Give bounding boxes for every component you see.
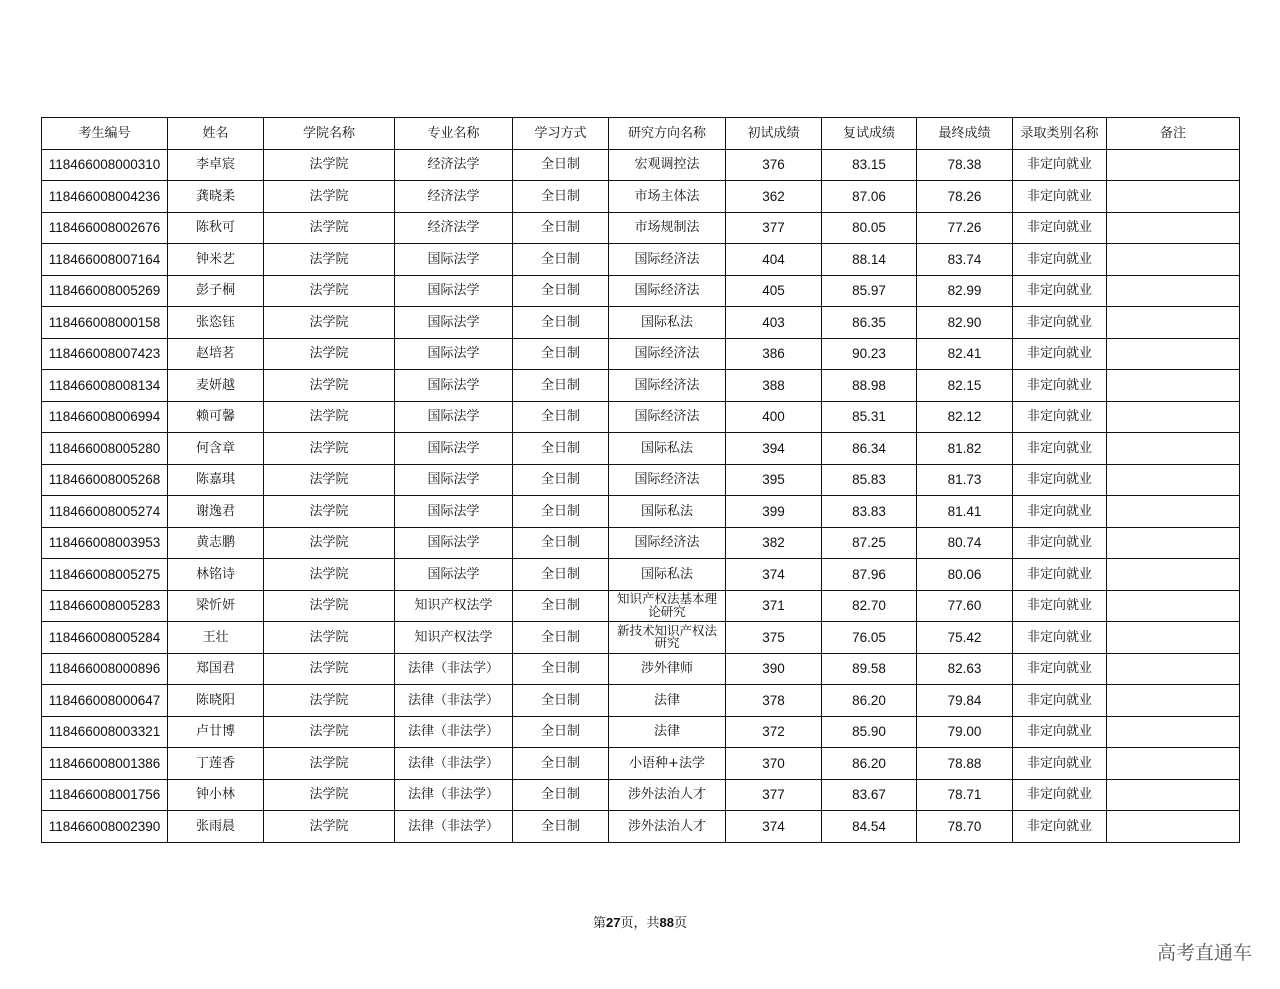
cell-admission-type: 非定向就业 xyxy=(1013,811,1107,843)
cell-initial-score: 403 xyxy=(726,307,822,339)
cell-name: 丁莲香 xyxy=(168,748,264,780)
cell-college: 法学院 xyxy=(264,212,395,244)
cell-major: 国际法学 xyxy=(395,338,513,370)
cell-retest-score: 82.70 xyxy=(822,590,917,622)
cell-college: 法学院 xyxy=(264,811,395,843)
cell-study-mode: 全日制 xyxy=(513,496,609,528)
cell-retest-score: 86.20 xyxy=(822,748,917,780)
cell-exam-id: 118466008001386 xyxy=(42,748,168,780)
cell-admission-type: 非定向就业 xyxy=(1013,527,1107,559)
cell-study-mode: 全日制 xyxy=(513,370,609,402)
cell-name: 赵培茗 xyxy=(168,338,264,370)
header-study-mode: 学习方式 xyxy=(513,118,609,150)
cell-admission-type: 非定向就业 xyxy=(1013,496,1107,528)
cell-admission-type: 非定向就业 xyxy=(1013,181,1107,213)
cell-research-direction: 涉外律师 xyxy=(609,653,726,685)
cell-name: 赖可馨 xyxy=(168,401,264,433)
cell-remarks xyxy=(1107,685,1240,717)
table-row xyxy=(42,496,1240,528)
cell-initial-score: 370 xyxy=(726,748,822,780)
cell-final-score: 79.84 xyxy=(917,685,1013,717)
cell-college: 法学院 xyxy=(264,401,395,433)
cell-retest-score: 83.83 xyxy=(822,496,917,528)
cell-major: 国际法学 xyxy=(395,496,513,528)
cell-research-direction: 法律 xyxy=(609,685,726,717)
cell-study-mode: 全日制 xyxy=(513,748,609,780)
cell-name: 彭子桐 xyxy=(168,275,264,307)
cell-remarks xyxy=(1107,401,1240,433)
cell-final-score: 77.60 xyxy=(917,590,1013,622)
cell-research-direction: 国际私法 xyxy=(609,496,726,528)
cell-exam-id: 118466008003321 xyxy=(42,716,168,748)
cell-major: 国际法学 xyxy=(395,433,513,465)
cell-exam-id: 118466008000158 xyxy=(42,307,168,339)
cell-college: 法学院 xyxy=(264,244,395,276)
cell-remarks xyxy=(1107,464,1240,496)
cell-name: 张恣钰 xyxy=(168,307,264,339)
cell-remarks xyxy=(1107,244,1240,276)
cell-name: 卢廿博 xyxy=(168,716,264,748)
cell-study-mode: 全日制 xyxy=(513,716,609,748)
cell-college: 法学院 xyxy=(264,181,395,213)
cell-college: 法学院 xyxy=(264,496,395,528)
cell-study-mode: 全日制 xyxy=(513,433,609,465)
cell-admission-type: 非定向就业 xyxy=(1013,590,1107,622)
cell-major: 知识产权法学 xyxy=(395,622,513,654)
cell-admission-type: 非定向就业 xyxy=(1013,559,1107,591)
cell-remarks xyxy=(1107,370,1240,402)
cell-remarks xyxy=(1107,149,1240,181)
cell-initial-score: 371 xyxy=(726,590,822,622)
cell-research-direction: 市场主体法 xyxy=(609,181,726,213)
cell-final-score: 82.41 xyxy=(917,338,1013,370)
table-row xyxy=(42,275,1240,307)
cell-initial-score: 394 xyxy=(726,433,822,465)
cell-study-mode: 全日制 xyxy=(513,685,609,717)
cell-research-direction: 国际私法 xyxy=(609,559,726,591)
cell-research-direction: 国际经济法 xyxy=(609,338,726,370)
table-row xyxy=(42,181,1240,213)
table-row xyxy=(42,212,1240,244)
cell-remarks xyxy=(1107,559,1240,591)
cell-remarks xyxy=(1107,338,1240,370)
cell-retest-score: 84.54 xyxy=(822,811,917,843)
cell-initial-score: 404 xyxy=(726,244,822,276)
cell-college: 法学院 xyxy=(264,622,395,654)
cell-exam-id: 118466008001756 xyxy=(42,779,168,811)
cell-final-score: 82.90 xyxy=(917,307,1013,339)
cell-name: 陈嘉琪 xyxy=(168,464,264,496)
cell-name: 谢逸君 xyxy=(168,496,264,528)
cell-remarks xyxy=(1107,779,1240,811)
cell-exam-id: 118466008007164 xyxy=(42,244,168,276)
cell-exam-id: 118466008000896 xyxy=(42,653,168,685)
cell-remarks xyxy=(1107,590,1240,622)
table-row xyxy=(42,653,1240,685)
cell-major: 国际法学 xyxy=(395,307,513,339)
cell-college: 法学院 xyxy=(264,338,395,370)
cell-admission-type: 非定向就业 xyxy=(1013,748,1107,780)
cell-name: 梁忻妍 xyxy=(168,590,264,622)
cell-research-direction: 国际经济法 xyxy=(609,464,726,496)
cell-research-direction: 涉外法治人才 xyxy=(609,779,726,811)
cell-remarks xyxy=(1107,181,1240,213)
cell-initial-score: 372 xyxy=(726,716,822,748)
cell-study-mode: 全日制 xyxy=(513,338,609,370)
cell-name: 陈秋可 xyxy=(168,212,264,244)
cell-final-score: 78.71 xyxy=(917,779,1013,811)
cell-study-mode: 全日制 xyxy=(513,149,609,181)
cell-initial-score: 386 xyxy=(726,338,822,370)
table-row xyxy=(42,464,1240,496)
cell-research-direction: 知识产权法基本理论研究 xyxy=(609,590,726,622)
cell-exam-id: 118466008008134 xyxy=(42,370,168,402)
cell-study-mode: 全日制 xyxy=(513,622,609,654)
cell-initial-score: 400 xyxy=(726,401,822,433)
cell-college: 法学院 xyxy=(264,149,395,181)
cell-name: 王壮 xyxy=(168,622,264,654)
cell-major: 国际法学 xyxy=(395,275,513,307)
cell-retest-score: 80.05 xyxy=(822,212,917,244)
cell-exam-id: 118466008005274 xyxy=(42,496,168,528)
cell-research-direction: 国际经济法 xyxy=(609,527,726,559)
cell-study-mode: 全日制 xyxy=(513,275,609,307)
cell-initial-score: 375 xyxy=(726,622,822,654)
cell-final-score: 82.12 xyxy=(917,401,1013,433)
page-middle: 页，共 xyxy=(620,916,660,931)
cell-retest-score: 85.31 xyxy=(822,401,917,433)
cell-name: 麦妍越 xyxy=(168,370,264,402)
cell-exam-id: 118466008005275 xyxy=(42,559,168,591)
cell-initial-score: 395 xyxy=(726,464,822,496)
cell-retest-score: 86.35 xyxy=(822,307,917,339)
cell-name: 李卓宸 xyxy=(168,149,264,181)
cell-retest-score: 76.05 xyxy=(822,622,917,654)
cell-retest-score: 83.67 xyxy=(822,779,917,811)
table-row xyxy=(42,779,1240,811)
cell-admission-type: 非定向就业 xyxy=(1013,464,1107,496)
cell-final-score: 78.38 xyxy=(917,149,1013,181)
cell-admission-type: 非定向就业 xyxy=(1013,338,1107,370)
table-row xyxy=(42,622,1240,654)
cell-admission-type: 非定向就业 xyxy=(1013,685,1107,717)
table-row xyxy=(42,748,1240,780)
cell-college: 法学院 xyxy=(264,653,395,685)
header-name: 姓名 xyxy=(168,118,264,150)
cell-college: 法学院 xyxy=(264,464,395,496)
cell-study-mode: 全日制 xyxy=(513,779,609,811)
cell-exam-id: 118466008005283 xyxy=(42,590,168,622)
page-suffix: 页 xyxy=(673,916,687,931)
cell-study-mode: 全日制 xyxy=(513,181,609,213)
cell-retest-score: 87.06 xyxy=(822,181,917,213)
cell-final-score: 83.74 xyxy=(917,244,1013,276)
cell-exam-id: 118466008005268 xyxy=(42,464,168,496)
cell-initial-score: 390 xyxy=(726,653,822,685)
cell-research-direction: 新技术知识产权法研究 xyxy=(609,622,726,654)
total-page-number: 88 xyxy=(659,915,674,930)
cell-research-direction: 国际私法 xyxy=(609,307,726,339)
cell-exam-id: 118466008004236 xyxy=(42,181,168,213)
cell-initial-score: 374 xyxy=(726,559,822,591)
cell-retest-score: 85.90 xyxy=(822,716,917,748)
cell-final-score: 82.15 xyxy=(917,370,1013,402)
cell-initial-score: 399 xyxy=(726,496,822,528)
table-row xyxy=(42,370,1240,402)
cell-retest-score: 85.83 xyxy=(822,464,917,496)
cell-major: 经济法学 xyxy=(395,181,513,213)
cell-name: 龚晓柔 xyxy=(168,181,264,213)
watermark: 高考直通车 xyxy=(1156,942,1252,964)
page-prefix: 第 xyxy=(593,916,607,931)
cell-final-score: 80.74 xyxy=(917,527,1013,559)
cell-name: 何含章 xyxy=(168,433,264,465)
header-exam-id: 考生编号 xyxy=(42,118,168,150)
table-row xyxy=(42,559,1240,591)
cell-final-score: 82.63 xyxy=(917,653,1013,685)
cell-college: 法学院 xyxy=(264,559,395,591)
header-college: 学院名称 xyxy=(264,118,395,150)
cell-major: 国际法学 xyxy=(395,370,513,402)
table-row xyxy=(42,716,1240,748)
cell-exam-id: 118466008002676 xyxy=(42,212,168,244)
cell-major: 国际法学 xyxy=(395,401,513,433)
cell-name: 张雨晨 xyxy=(168,811,264,843)
cell-retest-score: 87.96 xyxy=(822,559,917,591)
cell-study-mode: 全日制 xyxy=(513,811,609,843)
page-footer xyxy=(0,912,1280,931)
cell-admission-type: 非定向就业 xyxy=(1013,433,1107,465)
cell-name: 陈晓阳 xyxy=(168,685,264,717)
cell-name: 黄志鹏 xyxy=(168,527,264,559)
cell-remarks xyxy=(1107,496,1240,528)
cell-major: 知识产权法学 xyxy=(395,590,513,622)
cell-retest-score: 85.97 xyxy=(822,275,917,307)
cell-remarks xyxy=(1107,307,1240,339)
table-row xyxy=(42,811,1240,843)
cell-college: 法学院 xyxy=(264,685,395,717)
table-row xyxy=(42,149,1240,181)
table-header-row xyxy=(42,118,1240,150)
cell-college: 法学院 xyxy=(264,527,395,559)
cell-retest-score: 88.98 xyxy=(822,370,917,402)
cell-exam-id: 118466008000647 xyxy=(42,685,168,717)
table-row xyxy=(42,401,1240,433)
cell-study-mode: 全日制 xyxy=(513,559,609,591)
cell-study-mode: 全日制 xyxy=(513,527,609,559)
cell-retest-score: 87.25 xyxy=(822,527,917,559)
cell-admission-type: 非定向就业 xyxy=(1013,716,1107,748)
cell-college: 法学院 xyxy=(264,590,395,622)
cell-remarks xyxy=(1107,622,1240,654)
cell-study-mode: 全日制 xyxy=(513,464,609,496)
cell-research-direction: 法律 xyxy=(609,716,726,748)
cell-initial-score: 374 xyxy=(726,811,822,843)
cell-major: 经济法学 xyxy=(395,212,513,244)
cell-final-score: 78.70 xyxy=(917,811,1013,843)
table-row xyxy=(42,338,1240,370)
cell-initial-score: 382 xyxy=(726,527,822,559)
header-research-direction: 研究方向名称 xyxy=(609,118,726,150)
cell-exam-id: 118466008005269 xyxy=(42,275,168,307)
cell-college: 法学院 xyxy=(264,275,395,307)
cell-study-mode: 全日制 xyxy=(513,401,609,433)
cell-retest-score: 86.20 xyxy=(822,685,917,717)
cell-research-direction: 国际经济法 xyxy=(609,244,726,276)
cell-major: 法律（非法学） xyxy=(395,748,513,780)
cell-major: 法律（非法学） xyxy=(395,685,513,717)
cell-admission-type: 非定向就业 xyxy=(1013,653,1107,685)
cell-admission-type: 非定向就业 xyxy=(1013,779,1107,811)
cell-college: 法学院 xyxy=(264,779,395,811)
cell-initial-score: 377 xyxy=(726,212,822,244)
cell-initial-score: 377 xyxy=(726,779,822,811)
cell-retest-score: 83.15 xyxy=(822,149,917,181)
cell-admission-type: 非定向就业 xyxy=(1013,622,1107,654)
cell-remarks xyxy=(1107,653,1240,685)
cell-study-mode: 全日制 xyxy=(513,653,609,685)
cell-college: 法学院 xyxy=(264,370,395,402)
table-row xyxy=(42,527,1240,559)
cell-major: 国际法学 xyxy=(395,559,513,591)
header-initial-score: 初试成绩 xyxy=(726,118,822,150)
cell-remarks xyxy=(1107,748,1240,780)
table-row xyxy=(42,590,1240,622)
cell-major: 国际法学 xyxy=(395,527,513,559)
cell-initial-score: 388 xyxy=(726,370,822,402)
cell-final-score: 80.06 xyxy=(917,559,1013,591)
cell-college: 法学院 xyxy=(264,433,395,465)
table-body xyxy=(42,149,1240,842)
cell-admission-type: 非定向就业 xyxy=(1013,244,1107,276)
cell-final-score: 77.26 xyxy=(917,212,1013,244)
table-row xyxy=(42,433,1240,465)
cell-major: 国际法学 xyxy=(395,244,513,276)
cell-remarks xyxy=(1107,212,1240,244)
cell-major: 法律（非法学） xyxy=(395,811,513,843)
cell-remarks xyxy=(1107,716,1240,748)
cell-research-direction: 国际经济法 xyxy=(609,370,726,402)
table-row xyxy=(42,307,1240,339)
cell-remarks xyxy=(1107,811,1240,843)
admission-table xyxy=(41,117,1240,843)
cell-study-mode: 全日制 xyxy=(513,244,609,276)
cell-major: 法律（非法学） xyxy=(395,653,513,685)
cell-study-mode: 全日制 xyxy=(513,590,609,622)
cell-research-direction: 国际私法 xyxy=(609,433,726,465)
cell-retest-score: 88.14 xyxy=(822,244,917,276)
cell-major: 经济法学 xyxy=(395,149,513,181)
cell-name: 郑国君 xyxy=(168,653,264,685)
cell-final-score: 75.42 xyxy=(917,622,1013,654)
cell-exam-id: 118466008005280 xyxy=(42,433,168,465)
cell-research-direction: 国际经济法 xyxy=(609,275,726,307)
cell-final-score: 78.88 xyxy=(917,748,1013,780)
cell-final-score: 81.82 xyxy=(917,433,1013,465)
cell-exam-id: 118466008006994 xyxy=(42,401,168,433)
cell-initial-score: 376 xyxy=(726,149,822,181)
cell-admission-type: 非定向就业 xyxy=(1013,307,1107,339)
cell-remarks xyxy=(1107,433,1240,465)
header-major: 专业名称 xyxy=(395,118,513,150)
cell-major: 国际法学 xyxy=(395,464,513,496)
cell-exam-id: 118466008007423 xyxy=(42,338,168,370)
cell-research-direction: 宏观调控法 xyxy=(609,149,726,181)
cell-exam-id: 118466008002390 xyxy=(42,811,168,843)
header-remarks: 备注 xyxy=(1107,118,1240,150)
cell-study-mode: 全日制 xyxy=(513,212,609,244)
cell-admission-type: 非定向就业 xyxy=(1013,370,1107,402)
cell-research-direction: 小语种+法学 xyxy=(609,748,726,780)
cell-exam-id: 118466008000310 xyxy=(42,149,168,181)
cell-major: 法律（非法学） xyxy=(395,779,513,811)
cell-final-score: 81.73 xyxy=(917,464,1013,496)
cell-final-score: 81.41 xyxy=(917,496,1013,528)
current-page-number: 27 xyxy=(606,915,621,930)
header-admission-type: 录取类别名称 xyxy=(1013,118,1107,150)
header-final-score: 最终成绩 xyxy=(917,118,1013,150)
cell-research-direction: 市场规制法 xyxy=(609,212,726,244)
cell-name: 钟小林 xyxy=(168,779,264,811)
cell-initial-score: 362 xyxy=(726,181,822,213)
cell-initial-score: 378 xyxy=(726,685,822,717)
table-row xyxy=(42,244,1240,276)
cell-admission-type: 非定向就业 xyxy=(1013,401,1107,433)
cell-retest-score: 89.58 xyxy=(822,653,917,685)
cell-initial-score: 405 xyxy=(726,275,822,307)
header-retest-score: 复试成绩 xyxy=(822,118,917,150)
cell-study-mode: 全日制 xyxy=(513,307,609,339)
cell-admission-type: 非定向就业 xyxy=(1013,212,1107,244)
cell-remarks xyxy=(1107,275,1240,307)
table-row xyxy=(42,685,1240,717)
cell-remarks xyxy=(1107,527,1240,559)
cell-final-score: 79.00 xyxy=(917,716,1013,748)
cell-final-score: 82.99 xyxy=(917,275,1013,307)
cell-name: 钟米艺 xyxy=(168,244,264,276)
cell-research-direction: 涉外法治人才 xyxy=(609,811,726,843)
cell-admission-type: 非定向就业 xyxy=(1013,149,1107,181)
cell-college: 法学院 xyxy=(264,307,395,339)
cell-admission-type: 非定向就业 xyxy=(1013,275,1107,307)
cell-retest-score: 90.23 xyxy=(822,338,917,370)
cell-college: 法学院 xyxy=(264,716,395,748)
cell-name: 林铭诗 xyxy=(168,559,264,591)
cell-exam-id: 118466008005284 xyxy=(42,622,168,654)
cell-research-direction: 国际经济法 xyxy=(609,401,726,433)
cell-final-score: 78.26 xyxy=(917,181,1013,213)
cell-retest-score: 86.34 xyxy=(822,433,917,465)
cell-exam-id: 118466008003953 xyxy=(42,527,168,559)
cell-major: 法律（非法学） xyxy=(395,716,513,748)
cell-college: 法学院 xyxy=(264,748,395,780)
